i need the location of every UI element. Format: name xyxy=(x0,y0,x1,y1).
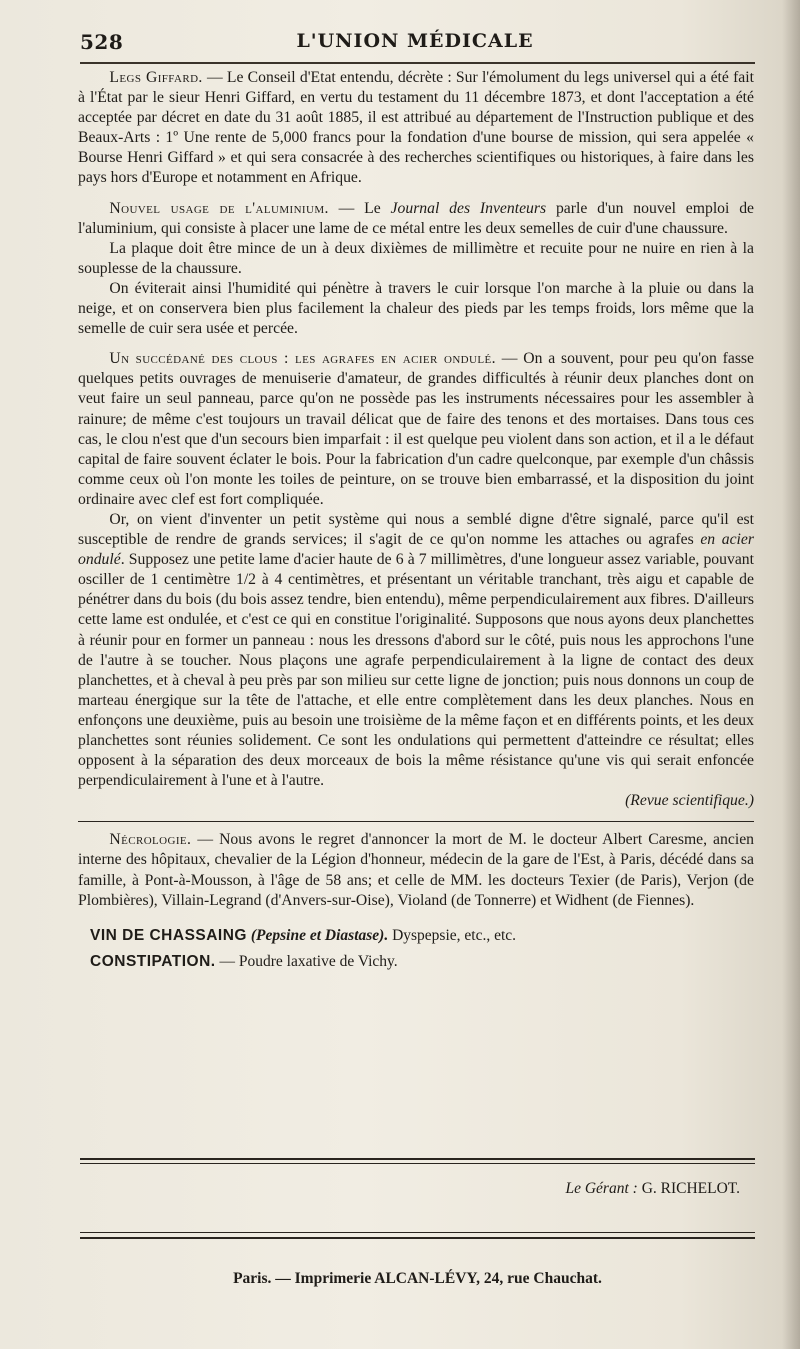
article-paragraph: On éviterait ainsi l'humidité qui pénètre à travers le cuir lorsque l'on marche à la pluie ou dans la neige, et on conservera bien plus facilement la chaleur des pieds par les temps froids, lors même que la semelle de cuir sera usée et percée. xyxy=(78,279,754,338)
article-aluminium xyxy=(78,199,754,239)
page-number: 528 xyxy=(80,30,124,54)
emphasis-text: en acier ondulé xyxy=(78,531,754,569)
footer-rule-second xyxy=(80,1163,755,1164)
ad-vin-chassaing xyxy=(90,923,754,949)
page-header xyxy=(80,30,750,60)
footer-rule-third xyxy=(80,1232,755,1233)
article-text: Or, on vient d'inventer un petit système qui nous a semblé digne d'être signalé, parce qu'il est susceptible de rendre de grands services; il s'agit de ce qu'on nomme les attaches ou agrafes xyxy=(78,510,754,549)
ad-constipation xyxy=(90,949,754,975)
article-source xyxy=(78,791,754,811)
article-text: . Supposez une petite lame d'acier haute de 6 à 7 millimètres, d'une longueur assez variable, pouvant osciller de 1 centimètre 1/2 à 4 centimètres, et présentant un véritable tranchant, très aigu et capable de pénétrer dans du bois (du bois assez tendre, bien entendu), même perpendiculairement aux fibres. D'ailleurs cette lame est ondulée, et c'est ce qui en constitue l'originalité. Supposons que nous ayons deux planchettes à réunir pour en former un panneau : nous les dressons d'abord sur le côté, puis nous les approchons l'une de l'autre à se toucher. Nous plaçons une agrafe perpendiculairement à la ligne de contact des deux planchettes, et à cheval à peu près par son milieu sur cette ligne de jonction; puis nous donnons un coup de marteau énergique sur la tête de l'attache, et elle entre complètement dans les deux planches. Nous en enfonçons une deuxième, puis au besoin une troisième de la même façon et en différents points, et les deux planchettes sont réunies solidement. Ce sont les ondulations qui permettent d'atteindre ce résultat; elles opposent à la séparation des deux morceaux de bois la même résistance qu'une vis qui serait enfoncée perpendiculairement à l'une et à l'autre. xyxy=(78,551,754,790)
article-text: — Le Conseil d'Etat entendu, décrète : Sur l'émolument du legs universel qui a été fait à l'État par le sieur Henri Giffard, en vertu du testament du 11 décembre 1873, et dont l'acceptation a été acceptée par décret en date du 31 août 1885, il est attribué au département de l'Instruction publique et des Beaux-Arts : 1º Une rente de 5,000 francs pour la fondation d'une bourse de mission, qui sera appelée « Bourse Henri Giffard » et qui sera consacrée à des recherches scientifiques ou historiques, à faire dans les pays hors d'Europe et notamment en Afrique. xyxy=(78,69,754,187)
gerant-name: G. RICHELOT. xyxy=(637,1180,740,1197)
article-paragraph xyxy=(78,510,754,791)
advertisements xyxy=(78,923,754,975)
ad-name: CONSTIPATION. xyxy=(90,952,216,970)
article-heading: Legs Giffard. xyxy=(109,69,203,86)
article-heading: Un succédané des clous : les agrafes en acier ondulé. xyxy=(109,350,496,368)
journal-name: Journal des Inventeurs xyxy=(390,199,547,217)
gerant-signature xyxy=(80,1180,740,1198)
ad-subtitle: (Pepsine et Diastase). xyxy=(250,926,389,944)
article-text: — On a souvent, pour peu qu'on fasse quelques petits ouvrages de menuiserie d'amateur, de grandes difficultés à réunir deux planches dont on veut faire un seul panneau, parce qu'on ne possède pas les instruments nécessaires pour les assembler à rainure; de même c'est toujours un travail délicat que de faire des tenons et des mortaises. Dans tous ces cas, le clou n'est que d'un secours bien imparfait : il est quelque peu violent dans son action, et il a le défaut capital de faire souvent éclater le bois. Pour la fabrication d'un cadre quelconque, par exemple d'un châssis comme ceux où l'on monte les toiles de peinture, on se trouve bien embarrassé, et la disposition du joint ordinaire avec clef est fort compliquée. xyxy=(78,350,754,508)
ad-name: VIN DE CHASSAING xyxy=(90,926,247,944)
footer-rule-bottom xyxy=(80,1237,755,1239)
article-text: parle d'un nouvel emploi de l'aluminium, qui consiste à placer une lame de ce métal entre les deux semelles de cuir d'une chaussure. xyxy=(78,199,755,237)
ad-text: Dyspepsie, etc., etc. xyxy=(388,926,517,944)
header-rule xyxy=(80,62,755,64)
article-paragraph: La plaque doit être mince de un à deux dixièmes de millimètre et recuite pour ne nuire en rien à la souplesse de la chaussure. xyxy=(78,239,754,277)
footer-rule-top xyxy=(80,1158,755,1160)
article-heading: Nouvel usage de l'aluminium. xyxy=(109,199,329,217)
page-edge-shadow xyxy=(782,0,800,1349)
gerant-label: Le Gérant : xyxy=(565,1180,638,1197)
article-column xyxy=(78,68,754,975)
article-necrologie xyxy=(78,821,754,910)
article-heading: Nécrologie. xyxy=(109,831,192,849)
printer-imprint: Paris. — Imprimerie ALCAN-LÉVY, 24, rue Chauchat. xyxy=(233,1270,602,1287)
article-text: — Le xyxy=(328,199,391,217)
article-text: — Nous avons le regret d'annoncer la mort de M. le docteur Albert Caresme, ancien interne des hôpitaux, chevalier de la Légion d'honneur, médecin de la gare de l'Est, à Paris, décédé dans sa famille, à Pont-à-Mousson, à l'âge de 58 ans; et celle de MM. les docteurs Texier (de Paris), Verjon (de Plombières), Villain-Legrand (d'Anvers-sur-Oise), Violand (de Tonnerre) et Widhent (de Fiennes). xyxy=(78,831,754,909)
article-legs-giffard xyxy=(78,68,754,189)
source-citation: (Revue scientifique.) xyxy=(625,792,754,810)
ad-text: — Poudre laxative de Vichy. xyxy=(215,952,398,970)
running-title: L'UNION MÉDICALE xyxy=(296,30,534,52)
article-clous xyxy=(78,349,754,510)
